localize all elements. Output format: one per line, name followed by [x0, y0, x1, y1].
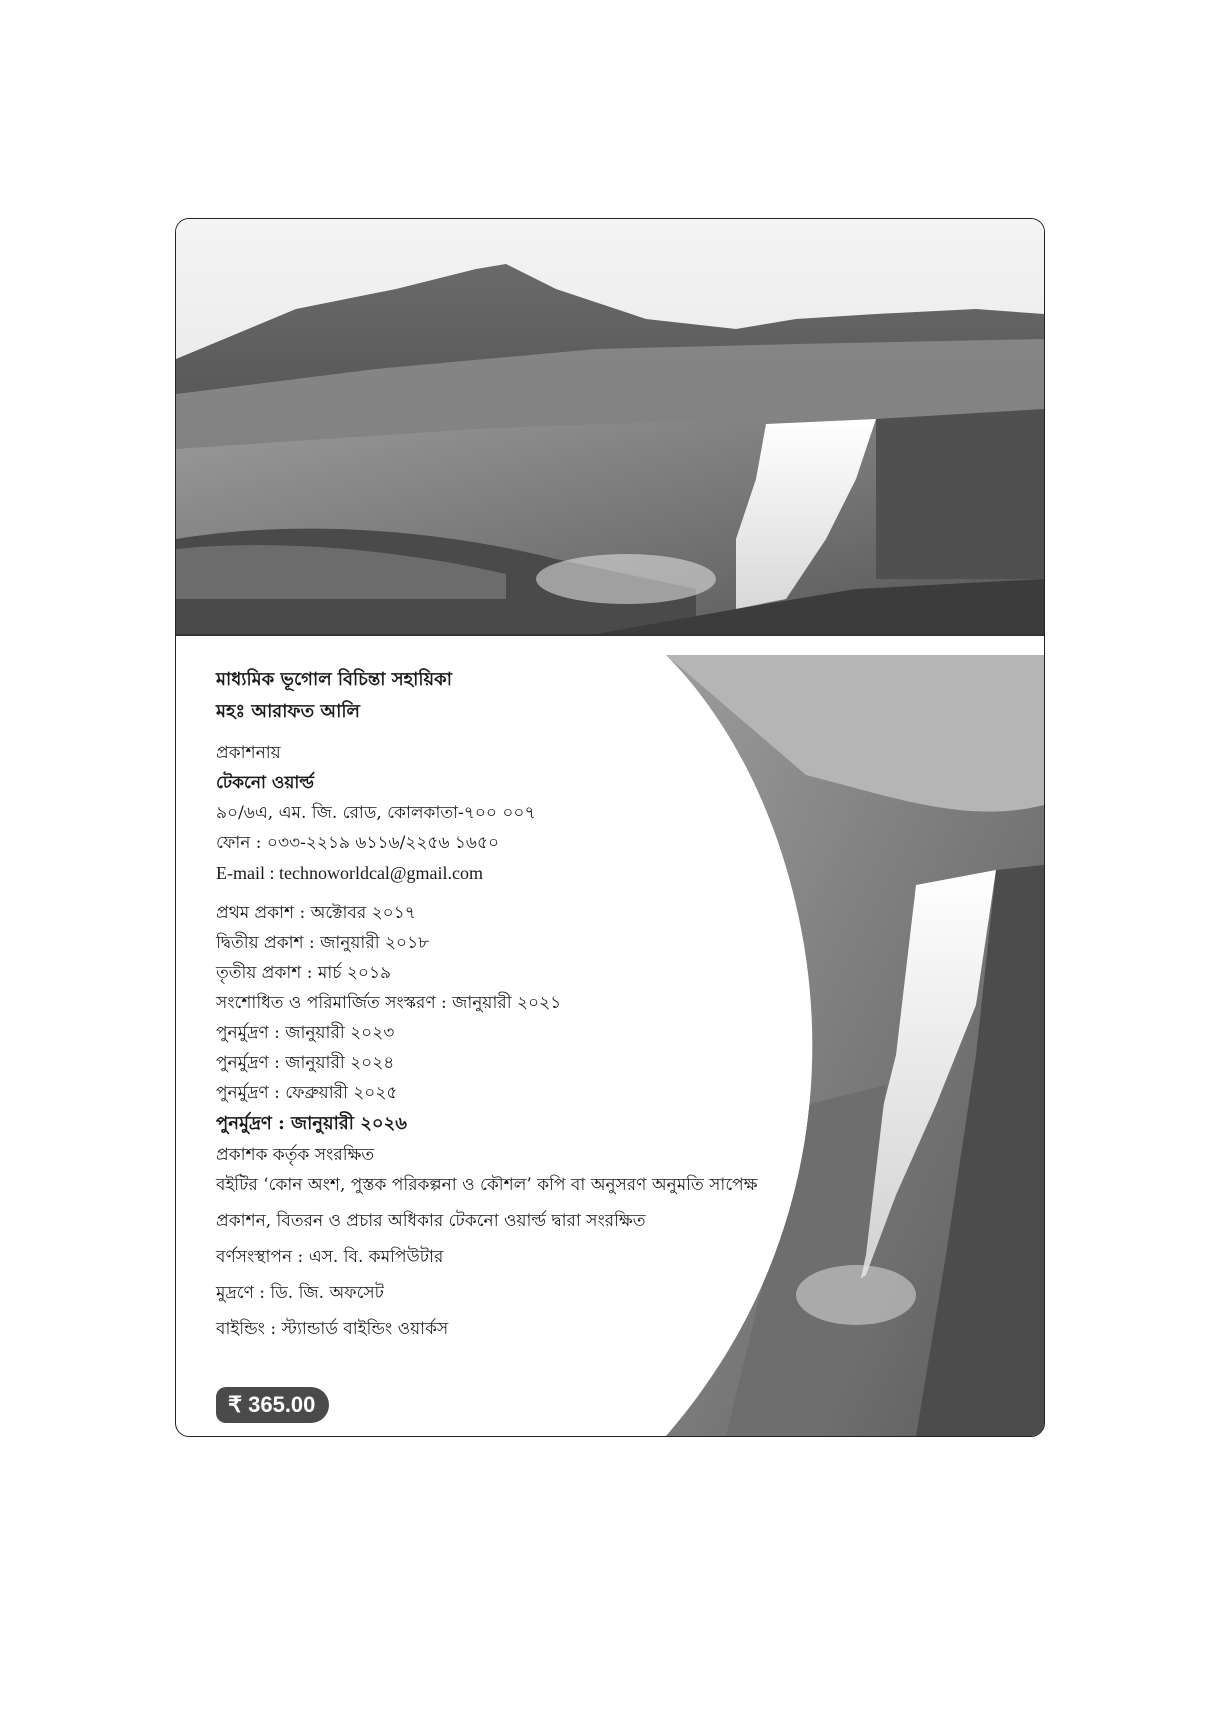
imprint-text	[216, 664, 856, 1344]
edition-line: পুনর্মুদ্রণ : ফেব্রুয়ারী ২০২৫	[216, 1083, 398, 1103]
edition-line: দ্বিতীয় প্রকাশ : জানুয়ারী ২০১৮	[216, 933, 430, 953]
typesetting-credit: বর্ণসংস্থাপন : এস. বি. কমপিউটার	[216, 1247, 444, 1267]
publisher-address: ৯০/৬এ, এম. জি. রোড, কোলকাতা-৭০০ ০০৭	[216, 803, 536, 823]
edition-line: তৃতীয় প্রকাশ : মার্চ ২০১৯	[216, 963, 392, 983]
publisher-phone: ফোন : ০৩৩-২২১৯ ৬১১৬/২২৫৬ ১৬৫০	[216, 833, 500, 853]
binding-credit: বাইন্ডিং : স্ট্যান্ডার্ড বাইন্ডিং ওয়ার্কস	[216, 1319, 449, 1339]
section-divider	[176, 634, 1044, 636]
price-badge: ₹ 365.00	[216, 1387, 329, 1423]
author-name: মহঃ আরাফত আলি	[216, 701, 360, 722]
latest-edition: পুনর্মুদ্রণ : জানুয়ারী ২০২৬	[216, 1113, 408, 1134]
book-title: মাধ্যমিক ভূগোল বিচিন্তা সহায়িকা	[216, 669, 452, 690]
publisher-email: E-mail : technoworldcal@gmail.com	[216, 863, 483, 883]
rights-line: প্রকাশক কর্তৃক সংরক্ষিত	[216, 1145, 375, 1165]
publisher-label: প্রকাশনায়	[216, 743, 281, 763]
edition-line: সংশোধিত ও পরিমার্জিত সংস্করণ : জানুয়ারী ২০২১	[216, 993, 562, 1013]
printing-credit: মুদ্রণে : ডি. জি. অফসেট	[216, 1283, 384, 1303]
edition-line: পুনর্মুদ্রণ : জানুয়ারী ২০২৩	[216, 1023, 395, 1043]
mountain-waterfall-photo	[176, 219, 1044, 634]
edition-line: পুনর্মুদ্রণ : জানুয়ারী ২০২৪	[216, 1053, 395, 1073]
imprint-card	[175, 218, 1045, 1437]
publisher-name: টেকনো ওয়ার্ল্ড	[216, 773, 314, 793]
rights-line: বইটির ‘কোন অংশ, পুস্তক পরিকল্পনা ও কৌশল’ কপি বা অনুসরণ অনুমতি সাপেক্ষ	[216, 1175, 758, 1195]
edition-line: প্রথম প্রকাশ : অক্টোবর ২০১৭	[216, 903, 416, 923]
rights-line: প্রকাশন, বিতরন ও প্রচার অধিকার টেকনো ওয়ার্ল্ড দ্বারা সংরক্ষিত	[216, 1211, 646, 1231]
